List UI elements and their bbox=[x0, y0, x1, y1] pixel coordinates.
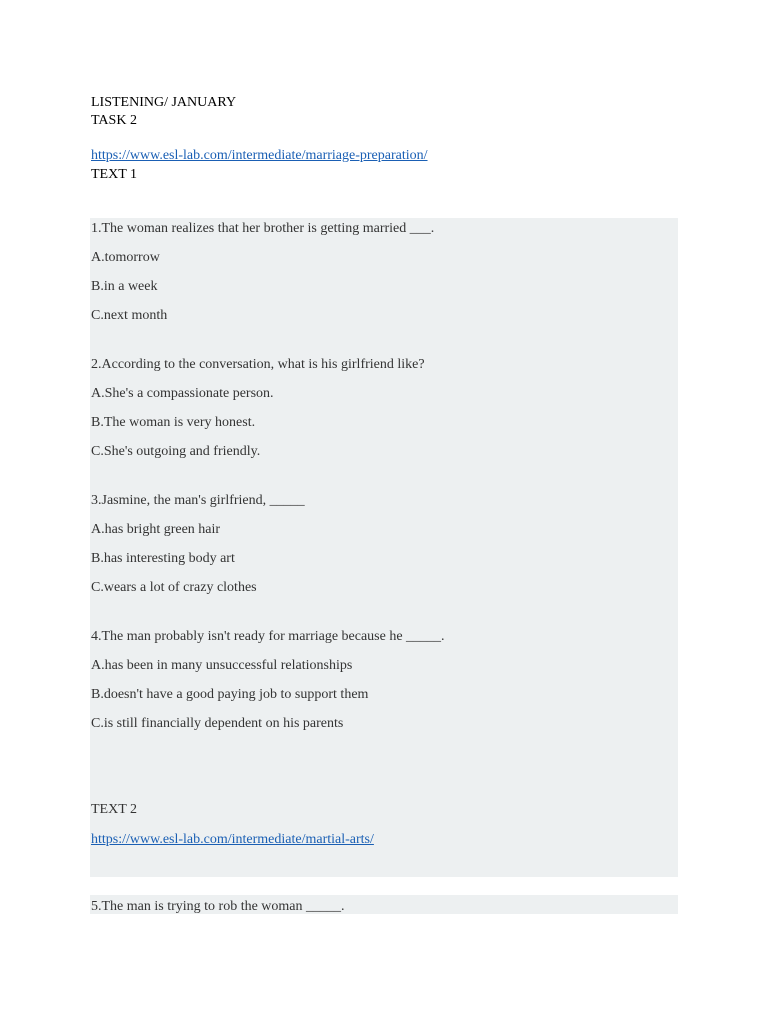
question-5: 5.The man is trying to rob the woman _____. bbox=[91, 899, 345, 914]
question-4-option-c: C.is still financially dependent on his parents bbox=[91, 716, 344, 731]
question-4: 4.The man probably isn't ready for marriage because he _____. bbox=[91, 629, 445, 644]
questions-block bbox=[90, 218, 678, 877]
question-3-option-c: C.wears a lot of crazy clothes bbox=[91, 580, 257, 595]
text1-link[interactable]: https://www.esl-lab.com/intermediate/marriage-preparation/ bbox=[91, 148, 428, 163]
text1-label: TEXT 1 bbox=[91, 167, 138, 182]
document-title: LISTENING/ JANUARY bbox=[91, 95, 237, 110]
question-1-option-c: C.next month bbox=[91, 308, 168, 323]
question-4-option-a: A.has been in many unsuccessful relationships bbox=[91, 658, 353, 673]
question-3-option-a: A.has bright green hair bbox=[91, 522, 221, 537]
question-3: 3.Jasmine, the man's girlfriend, _____ bbox=[91, 493, 305, 508]
question-1-option-b: B.in a week bbox=[91, 279, 158, 294]
question-3-option-b: B.has interesting body art bbox=[91, 551, 235, 566]
question-2-option-a: A.She's a compassionate person. bbox=[91, 386, 274, 401]
text2-label: TEXT 2 bbox=[91, 802, 138, 817]
question-1-option-a: A.tomorrow bbox=[91, 250, 160, 265]
question-2-option-c: C.She's outgoing and friendly. bbox=[91, 444, 261, 459]
task-label: TASK 2 bbox=[91, 113, 137, 128]
question-2-option-b: B.The woman is very honest. bbox=[91, 415, 256, 430]
question-1: 1.The woman realizes that her brother is getting married ___. bbox=[91, 221, 435, 236]
question-2: 2.According to the conversation, what is his girlfriend like? bbox=[91, 357, 425, 372]
question-4-option-b: B.doesn't have a good paying job to support them bbox=[91, 687, 369, 702]
text2-link[interactable]: https://www.esl-lab.com/intermediate/martial-arts/ bbox=[91, 832, 374, 847]
